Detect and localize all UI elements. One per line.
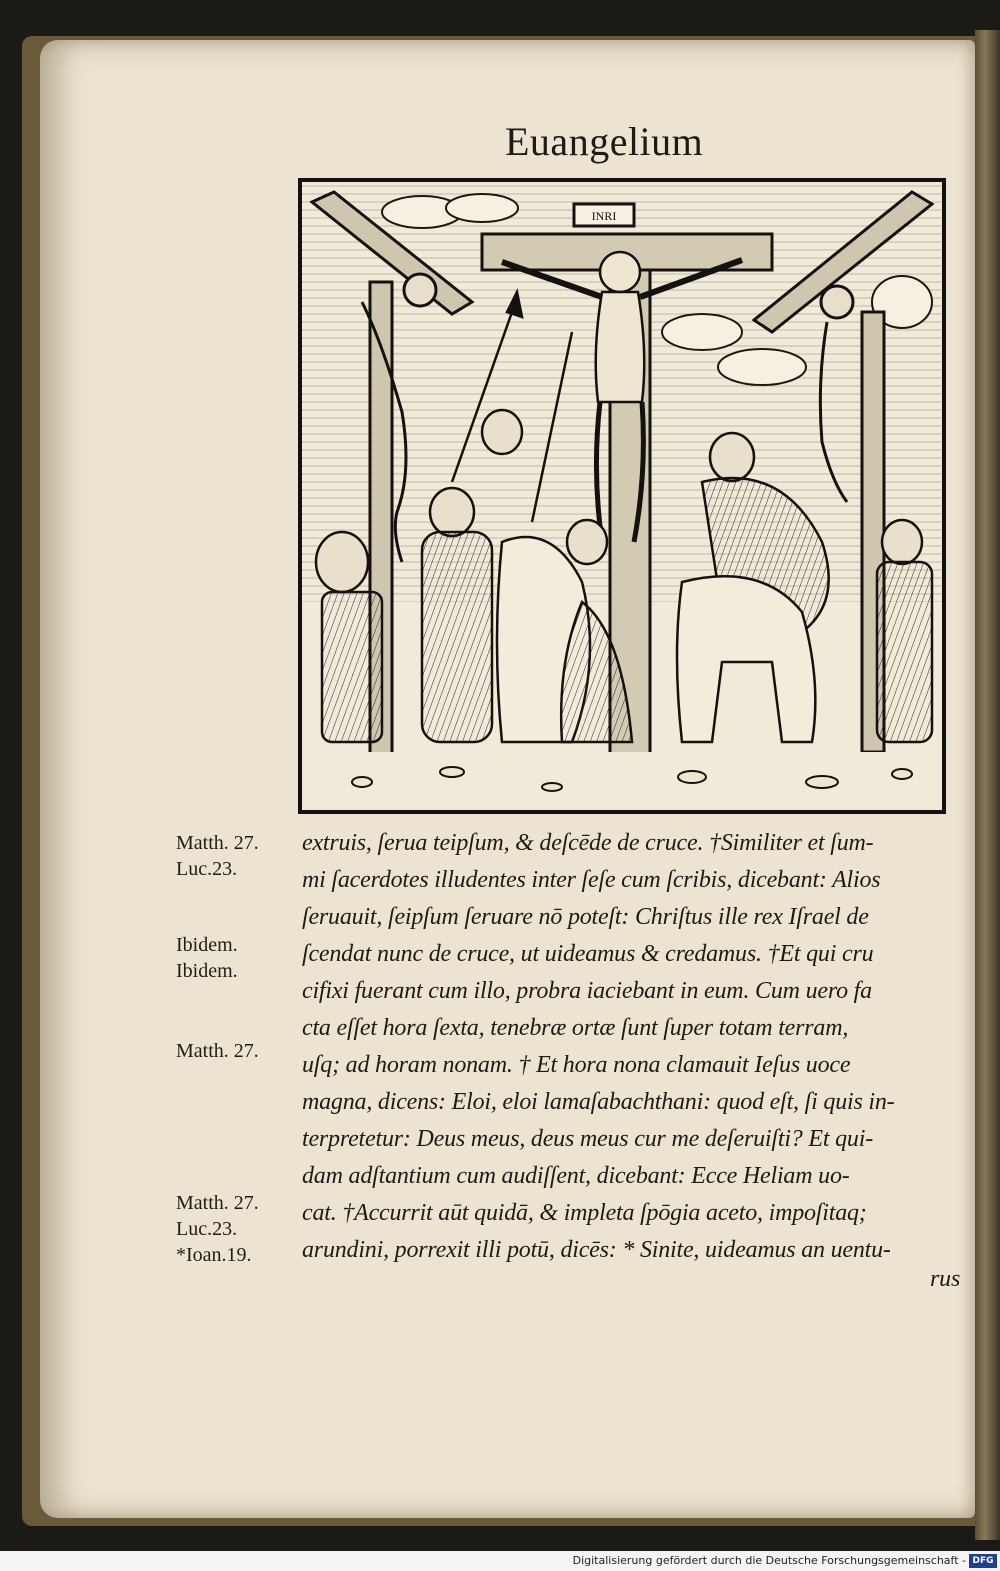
margin-note: Ibidem. <box>176 960 238 982</box>
margin-note: Matth. 27. <box>176 1192 259 1214</box>
running-head: Euangelium <box>505 119 704 164</box>
ground-stones <box>302 752 942 810</box>
text-line: arundini, porrexit illi potū, dicēs: * Sinite, uideamus an uentu- <box>302 1237 891 1263</box>
text-line: terpretetur: Deus meus, deus meus cur me deſeruiſti? Et qui- <box>302 1126 873 1152</box>
text-line: extruis, ſerua teipſum, & deſcēde de cruce. †Similiter et ſum- <box>302 830 874 856</box>
margin-note: Matth. 27. <box>176 1040 259 1062</box>
catchword: rus <box>930 1266 961 1292</box>
margin-note: Luc.23. <box>176 858 238 880</box>
text-line: cat. †Accurrit aūt quidā, & impleta ſpōgia aceto, impoſitaq; <box>302 1200 867 1226</box>
text-line: ſeruauit, ſeipſum ſeruare nō poteſt: Chriſtus ille rex Iſrael de <box>302 904 869 930</box>
text-line: cifixi fuerant cum illo, probra iaciebant in eum. Cum uero fa <box>302 978 872 1004</box>
text-line: dam adſtantium cum audiſſent, dicebant: Ecce Heliam uo- <box>302 1163 850 1189</box>
digitization-credit-bar <box>0 1551 1000 1571</box>
text-line: cta eſſet hora ſexta, tenebræ ortæ ſunt ſuper totam terram, <box>302 1015 849 1041</box>
text-line: magna, dicens: Eloi, eloi lamaſabachthani: quod eſt, ſi quis in- <box>302 1089 895 1115</box>
dfg-logo: DFG <box>969 1554 997 1568</box>
margin-note: Matth. 27. <box>176 832 259 854</box>
woodcut-illustration <box>302 182 942 810</box>
page-edge-right <box>975 30 1000 1540</box>
titulus-label: INRI <box>591 209 617 223</box>
margin-note: Luc.23. <box>176 1218 238 1240</box>
margin-note: *Ioan.19. <box>176 1244 252 1266</box>
text-line: ſcendat nunc de cruce, ut uideamus & credamus. †Et qui cru <box>302 941 874 967</box>
text-line: uſq; ad horam nonam. † Et hora nona clamauit Ieſus uoce <box>302 1052 851 1078</box>
text-line: mi ſacerdotes illudentes inter ſeſe cum ſcribis, dicebant: Alios <box>302 867 881 893</box>
credit-text: Digitalisierung gefördert durch die Deutsche Forschungsgemeinschaft - <box>572 1554 966 1567</box>
crucifixion-woodcut <box>298 178 946 814</box>
margin-note: Ibidem. <box>176 934 238 956</box>
